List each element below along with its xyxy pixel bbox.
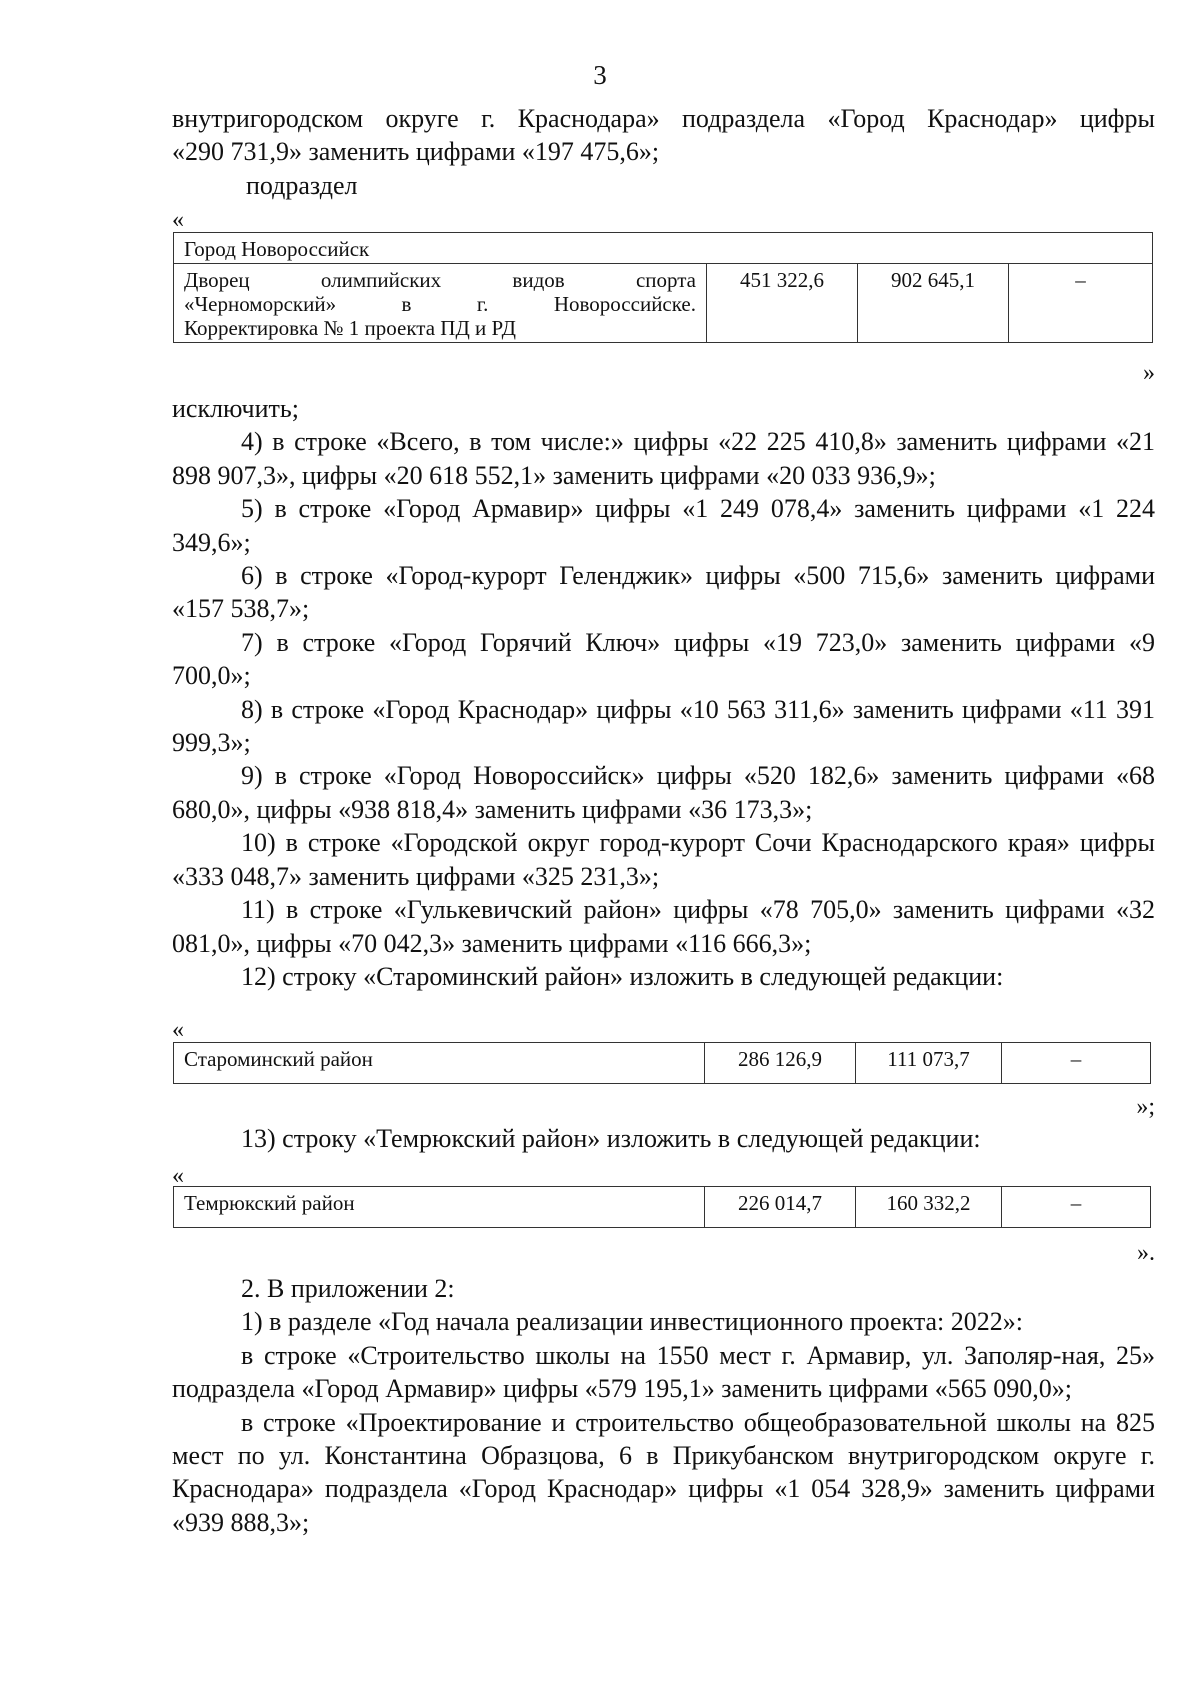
amendment-item: 1) в разделе «Год начала реализации инвестиционного проекта: 2022»: [241, 1307, 1023, 1337]
amendment-item: 4) в строке «Всего, в том числе:» цифры «22 225 410,8» заменить цифрами «21 898 907,3», цифры «20 618 552,1» заменить цифрами «20 033 936,9»; [172, 427, 1155, 490]
paragraph-line: «290 731,9» заменить цифрами «197 475,6»; [172, 137, 660, 167]
amendment-item: 8) в строке «Город Краснодар» цифры «10 563 311,6» заменить цифрами «11 391 999,3»; [172, 694, 1155, 758]
amendment-item: 10) в строке «Городской округ город-курорт Сочи Краснодарского края» цифры «333 048,7» заменить цифрами «325 231,3»; [172, 828, 1155, 891]
table-header-cell: Город Новороссийск [174, 233, 1153, 264]
close-quote: » [1143, 360, 1155, 386]
value-cell: – [1009, 264, 1153, 343]
page-number: 3 [593, 60, 607, 90]
amendment-list-2 [172, 1122, 1155, 1155]
object-name-cell [174, 264, 707, 343]
value-cell: 226 014,7 [705, 1187, 856, 1228]
close-quote: »; [1136, 1094, 1155, 1120]
amendment-item: 6) в строке «Город-курорт Геленджик» цифры «500 715,6» заменить цифрами «157 538,7»; [172, 561, 1155, 624]
section-heading: 2. В приложении 2: [241, 1274, 455, 1303]
subsection-label: подраздел [246, 170, 358, 200]
value-cell: 451 322,6 [707, 264, 858, 343]
top-paragraph [172, 102, 1155, 202]
value-cell: 902 645,1 [858, 264, 1009, 343]
table-row [174, 264, 1153, 343]
object-name-line: «Черноморский» в г. Новороссийске. [184, 292, 696, 316]
amendment-item: 9) в строке «Город Новороссийск» цифры «520 182,6» заменить цифрами «68 680,0», цифры «938 818,4» заменить цифрами «36 173,3»; [172, 761, 1155, 824]
value-cell: 111 073,7 [856, 1043, 1002, 1084]
amendment-item: 5) в строке «Город Армавир» цифры «1 249 078,4» заменить цифрами «1 224 349,6»; [172, 494, 1155, 557]
close-quote: ». [1137, 1240, 1155, 1266]
amendment-item: 7) в строке «Город Горячий Ключ» цифры «19 723,0» заменить цифрами «9 700,0»; [172, 627, 1155, 691]
object-name-line: Дворец олимпийских видов спорта [184, 268, 696, 292]
paragraph-line: внутригородском округе г. Краснодара» подраздела «Город Краснодар» цифры [172, 104, 1155, 133]
value-cell: – [1002, 1187, 1151, 1228]
paragraph: исключить; [172, 394, 299, 423]
amendment-item: 11) в строке «Гулькевичский район» цифры «78 705,0» заменить цифрами «32 081,0», цифры «70 042,3» заменить цифрами «116 666,3»; [172, 895, 1155, 958]
table-temryuk [173, 1186, 1151, 1228]
table-novorossiysk [173, 232, 1153, 343]
table-row [174, 1043, 1151, 1084]
amendment-list [172, 392, 1155, 993]
open-quote: « [172, 1017, 184, 1043]
object-name-cell: Староминский район [174, 1043, 705, 1084]
table-header-row [174, 233, 1153, 264]
appendix-2-section [172, 1272, 1155, 1539]
open-quote: « [172, 207, 184, 233]
table-starominsky [173, 1042, 1151, 1084]
object-name-line: Корректировка № 1 проекта ПД и РД [184, 316, 516, 340]
value-cell: 286 126,9 [705, 1043, 856, 1084]
object-name-cell: Темрюкский район [174, 1187, 705, 1228]
table-row [174, 1187, 1151, 1228]
open-quote: « [172, 1163, 184, 1189]
value-cell: – [1002, 1043, 1151, 1084]
amendment-item: 12) строку «Староминский район» изложить в следующей редакции: [241, 961, 1004, 991]
amendment-item: в строке «Проектирование и строительство общеобразовательной школы на 825 мест по ул. Константина Образцова, 6 в Прикубанском внутригородском округе г. Краснодара» подраздела «Город Краснодар» цифры «1 054 328,9» заменить цифрами «939 888,3»; [172, 1407, 1155, 1537]
amendment-item: в строке «Строительство школы на 1550 мест г. Армавир, ул. Заполяр-ная, 25» подраздела «Город Армавир» цифры «579 195,1» заменить цифрами «565 090,0»; [172, 1340, 1155, 1404]
value-cell: 160 332,2 [856, 1187, 1002, 1228]
amendment-item: 13) строку «Темрюкский район» изложить в следующей редакции: [241, 1124, 981, 1153]
